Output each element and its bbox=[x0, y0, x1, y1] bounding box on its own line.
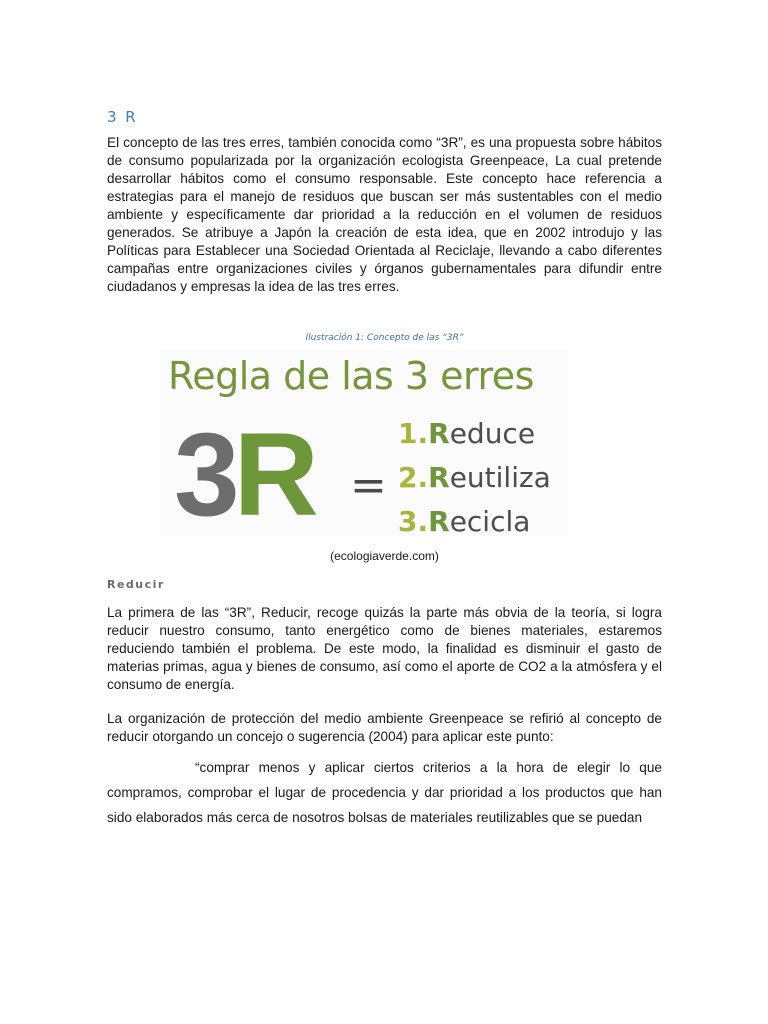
quote-text: “comprar menos y aplicar ciertos criterios a la hora de elegir lo que compramos, comprobar el lugar de procedencia y dar prioridad a los productos que han sido elaborados más cerca de nosotros bolsas de materiales reutilizables que se puedan bbox=[107, 760, 662, 825]
equals-sign: = bbox=[350, 460, 387, 511]
figure-caption: Ilustración 1: Concepto de las “3R” bbox=[305, 333, 464, 343]
intro-paragraph: El concepto de las tres erres, también conocida como “3R”, es una propuesta sobre hábitos de consumo popularizada por la organización ecologista Greenpeace, La cual pretende desarrollar hábitos como el consumo responsable. Este concepto hace referencia a estrategias para el manejo de residuos que buscan ser más sustentables con el medio ambiente y específicamente dar prioridad a la reducción en el volumen de residuos generados. Se atribuye a Japón la creación de esta idea, que en 2002 introdujo y las Políticas para Establecer una Sociedad Orientada al Reciclaje, llevando a cabo diferentes campañas entre organizaciones civiles y órganos gubernamentales para difundir entre ciudadanos y empresas la idea de las tres erres. bbox=[107, 135, 662, 294]
big-number: 3 bbox=[174, 409, 234, 541]
reducir-paragraph: La primera de las “3R”, Reducir, recoge quizás la parte más obvia de la teoría, si logra reducir nuestro consumo, tanto energético como de bienes materiales, estaremos reduciendo también el problema. De este modo, la finalidad es disminuir el gasto de materias primas, agua y bienes de consumo, así como el aporte de CO2 a la atmósfera y el consumo de energía. bbox=[107, 605, 662, 692]
figure-source: (ecologiaverde.com) bbox=[330, 549, 439, 563]
list-item-reuse: 2.Reutiliza bbox=[398, 461, 551, 494]
three-r-list bbox=[398, 412, 551, 544]
section-heading: 3 R bbox=[107, 108, 138, 126]
greenpeace-paragraph: La organización de protección del medio ambiente Greenpeace se refirió al concepto de reducir otorgando un concejo o sugerencia (2004) para aplicar este punto: bbox=[107, 711, 662, 744]
big-letter-r: R bbox=[233, 409, 313, 541]
big-3r-logo bbox=[174, 409, 313, 541]
list-item-recycle: 3.Recicla bbox=[398, 505, 531, 538]
list-item-reduce: 1.Reduce bbox=[398, 417, 536, 450]
illustration-title: Regla de las 3 erres bbox=[168, 354, 534, 398]
three-r-illustration bbox=[160, 350, 568, 541]
subheading-reducir: Reducir bbox=[107, 578, 165, 591]
greenpeace-quote bbox=[107, 755, 662, 830]
